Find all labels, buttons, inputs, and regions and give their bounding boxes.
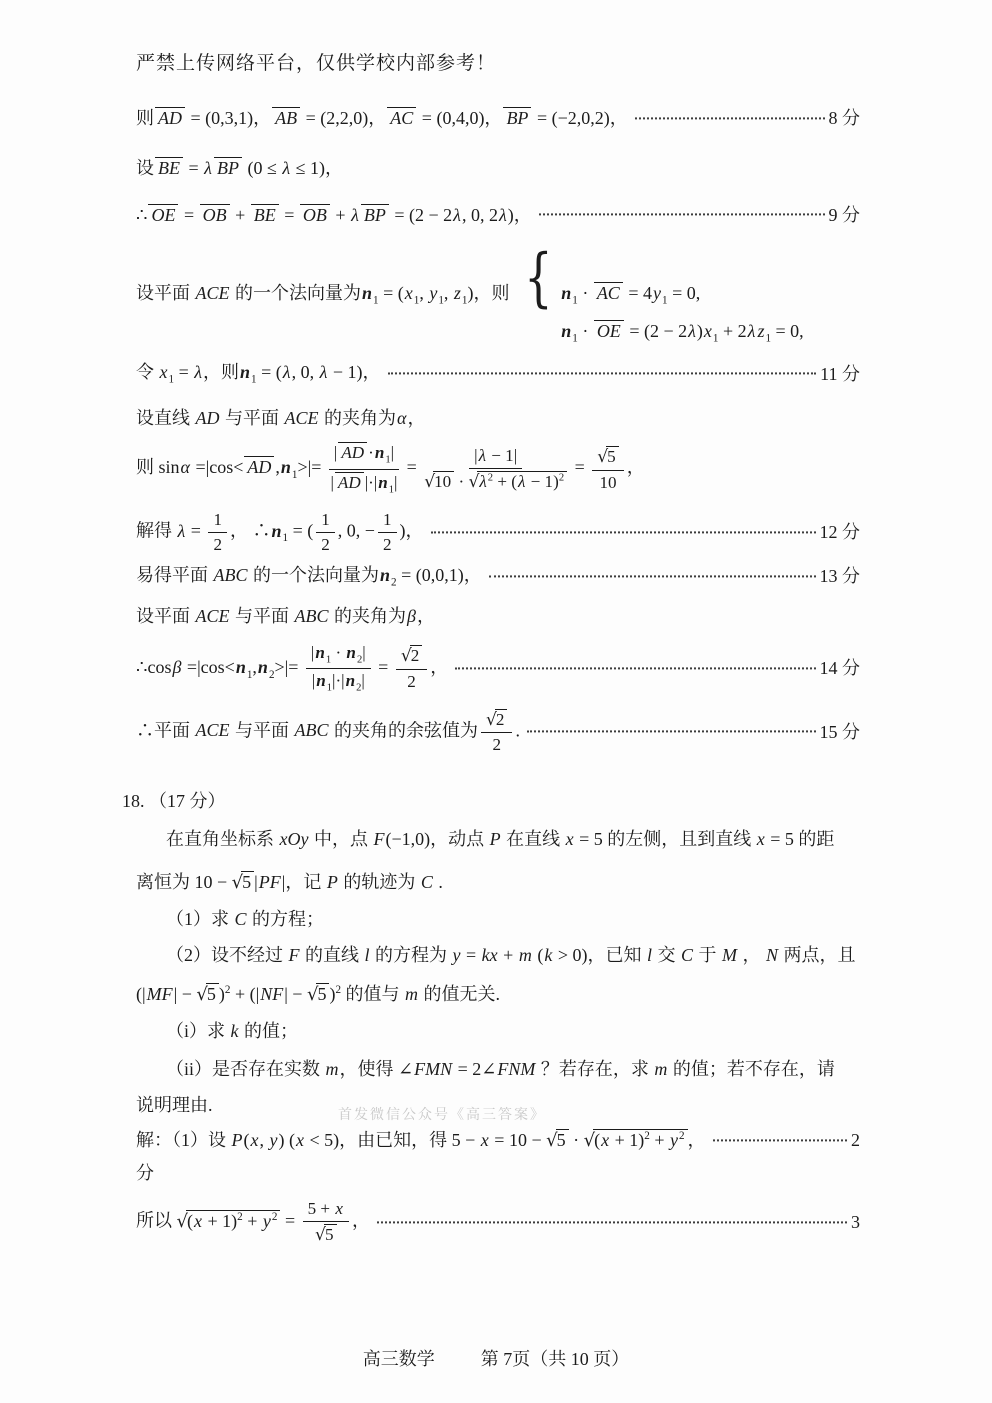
part-i-line — [136, 1019, 860, 1043]
math-expression: 设 BE = λ BP (0 ≤ λ ≤ 1)， — [136, 158, 343, 179]
conclusion-line — [136, 709, 860, 755]
dotted-leader — [635, 110, 825, 119]
score-marker: 12 分 — [819, 522, 860, 543]
n1-solution-line — [136, 360, 860, 388]
math-expression: （1）求 C 的方程； — [166, 908, 325, 929]
be-lambda-line — [136, 156, 860, 180]
math-expression: 易得平面 ABC 的一个法向量为$n_2 = (0,0,1)$， — [136, 564, 482, 589]
math-expression: （ii）是否存在实数 m，使得 ∠FMN = 2∠FNM ？若存在，求 m 的值；若不存在，请 — [166, 1059, 835, 1080]
footer-page-number: 第 7页（共 10 页） — [480, 1349, 630, 1369]
part-2-line-1 — [136, 943, 860, 967]
header-warning: 严禁上传网络平台，仅供学校内部参考！ — [136, 53, 497, 74]
part-ii-cont-line — [136, 1093, 860, 1117]
document-body — [122, 106, 860, 1250]
problem-18-statement-2 — [136, 870, 860, 895]
solution-18-line-1b — [136, 1161, 860, 1185]
score-marker: 9 分 — [828, 204, 860, 225]
n2-line — [136, 563, 860, 591]
math-expression: 说明理由. — [136, 1095, 213, 1116]
dotted-leader — [377, 1214, 847, 1223]
part-1-line — [136, 907, 860, 931]
score-marker: 3 — [851, 1212, 860, 1233]
cos-beta-line — [136, 643, 860, 695]
math-expression: 设平面 ACE 的一个法向量为$n_1 = (x_1$, $y_1$, $z_1$)，则 { $n_1$ · AC = $4y_1 = 0$, $n_1$ · OE = $(2 - 2\lambda)x_1 + 2\lambda$ $z_1 = 0$, — [136, 240, 804, 345]
solution-18-line-1 — [136, 1128, 860, 1153]
math-expression: (|MF| − √5 )$^2$ + (|NF| − √5 )$^2$ 的值与 m 的值无关. — [136, 983, 501, 1005]
math-expression: 18. （17 分） — [122, 791, 226, 812]
page-footer — [0, 1345, 992, 1371]
vectors-values-line — [136, 106, 860, 130]
math-expression: 所以 $√(x + 1)^2 + y^2$ = $\frac{5 + x}{√5}$ ， — [136, 1199, 370, 1245]
footer-course: 高三数学 — [362, 1349, 435, 1369]
lambda-solve-line — [136, 510, 860, 554]
math-expression: ∴平面 ACE 与平面 ABC 的夹角的余弦值为 $\frac{√2}{2}$ . — [136, 709, 520, 755]
score-marker: 15 分 — [819, 721, 860, 742]
math-expression: 则 AD = (0,3,1)， AB = (2,2,0)， AC = (0,4,0)， BP = (−2,0,2)， — [136, 108, 628, 128]
normal-vector-system-line — [136, 240, 860, 346]
dotted-leader — [489, 568, 816, 577]
score-marker: 8 分 — [828, 108, 860, 128]
math-expression: 分 — [136, 1163, 154, 1184]
math-expression: （2）设不经过 F 的直线 l 的方程为 y = kx + m (k > 0)，已知 l 交 C 于 M ， N 两点，且 — [166, 945, 856, 966]
part-2-line-2 — [136, 982, 860, 1007]
watermark: 首发微信公众号《高三答案》 — [338, 1108, 546, 1123]
solution-18-line-2 — [136, 1199, 860, 1245]
math-expression: ∴ OE = OB + BE = OB + λ BP = (2 − 2λ, 0, 2λ)， — [136, 204, 532, 225]
score-marker: 2 — [851, 1130, 860, 1151]
problem-18-statement-1 — [136, 827, 860, 851]
dotted-leader — [431, 524, 816, 533]
dotted-leader — [713, 1132, 847, 1141]
math-expression: 则 sinα =|cos< AD $,n_1>|=$ $\frac{| AD \cdot n_1|}{| AD |\cdot|n_1|}$ = $\frac{|\lambda - 1|}{√10 \cdot √\lambda^2 + (\lambda - 1)^2}$ = $\frac{√5}{10}$ ， — [136, 443, 645, 496]
score-marker: 14 分 — [819, 658, 860, 679]
part-ii-line — [136, 1057, 860, 1081]
score-marker: 11 分 — [820, 363, 860, 384]
beta-def-line — [136, 604, 860, 628]
math-expression: 解：（1）设 P(x, y) (x < 5)，由已知，得 $5 - x = 10 - √5 \cdot √(x + 1)^2 + y^2$ ， — [136, 1129, 706, 1151]
problem-18-header — [122, 789, 860, 813]
dotted-leader — [455, 661, 815, 670]
math-expression: 离恒为 10 − √5 |PF|，记 P 的轨迹为 C . — [136, 871, 443, 893]
math-expression: 在直角坐标系 xOy 中，点 F(−1,0)，动点 P 在直线 x = 5 的左侧，且到直线 x = 5 的距 — [166, 829, 835, 850]
math-expression: ∴cosβ $=|\cos<n_1,n_2>|=$ $\frac{|n_1 \cdot n_2|}{|n_1|\cdot|n_2|}$ = $\frac{√2}{2}$ ， — [136, 642, 449, 694]
math-expression: 设平面 ACE 与平面 ABC 的夹角为β， — [136, 606, 435, 627]
sin-alpha-line — [136, 442, 860, 496]
math-expression: 解得 λ = $\frac{1}{2}$ ， $\therefore n_1$ = ( $\frac{1}{2}$ , 0, − $\frac{1}{2}$ )， — [136, 510, 424, 554]
score-marker: 13 分 — [819, 566, 860, 587]
oe-expansion-line — [136, 203, 860, 227]
dotted-leader — [388, 366, 817, 375]
math-expression: （i）求 k 的值； — [166, 1020, 299, 1041]
math-expression: 设直线 AD 与平面 ACE 的夹角为α， — [136, 407, 426, 428]
alpha-def-line — [136, 406, 860, 430]
math-expression: 令 $x_1 = \lambda$，则$n_1 = (\lambda$, 0, λ − 1)， — [136, 362, 381, 386]
dotted-leader — [539, 207, 825, 216]
dotted-leader — [527, 724, 816, 733]
